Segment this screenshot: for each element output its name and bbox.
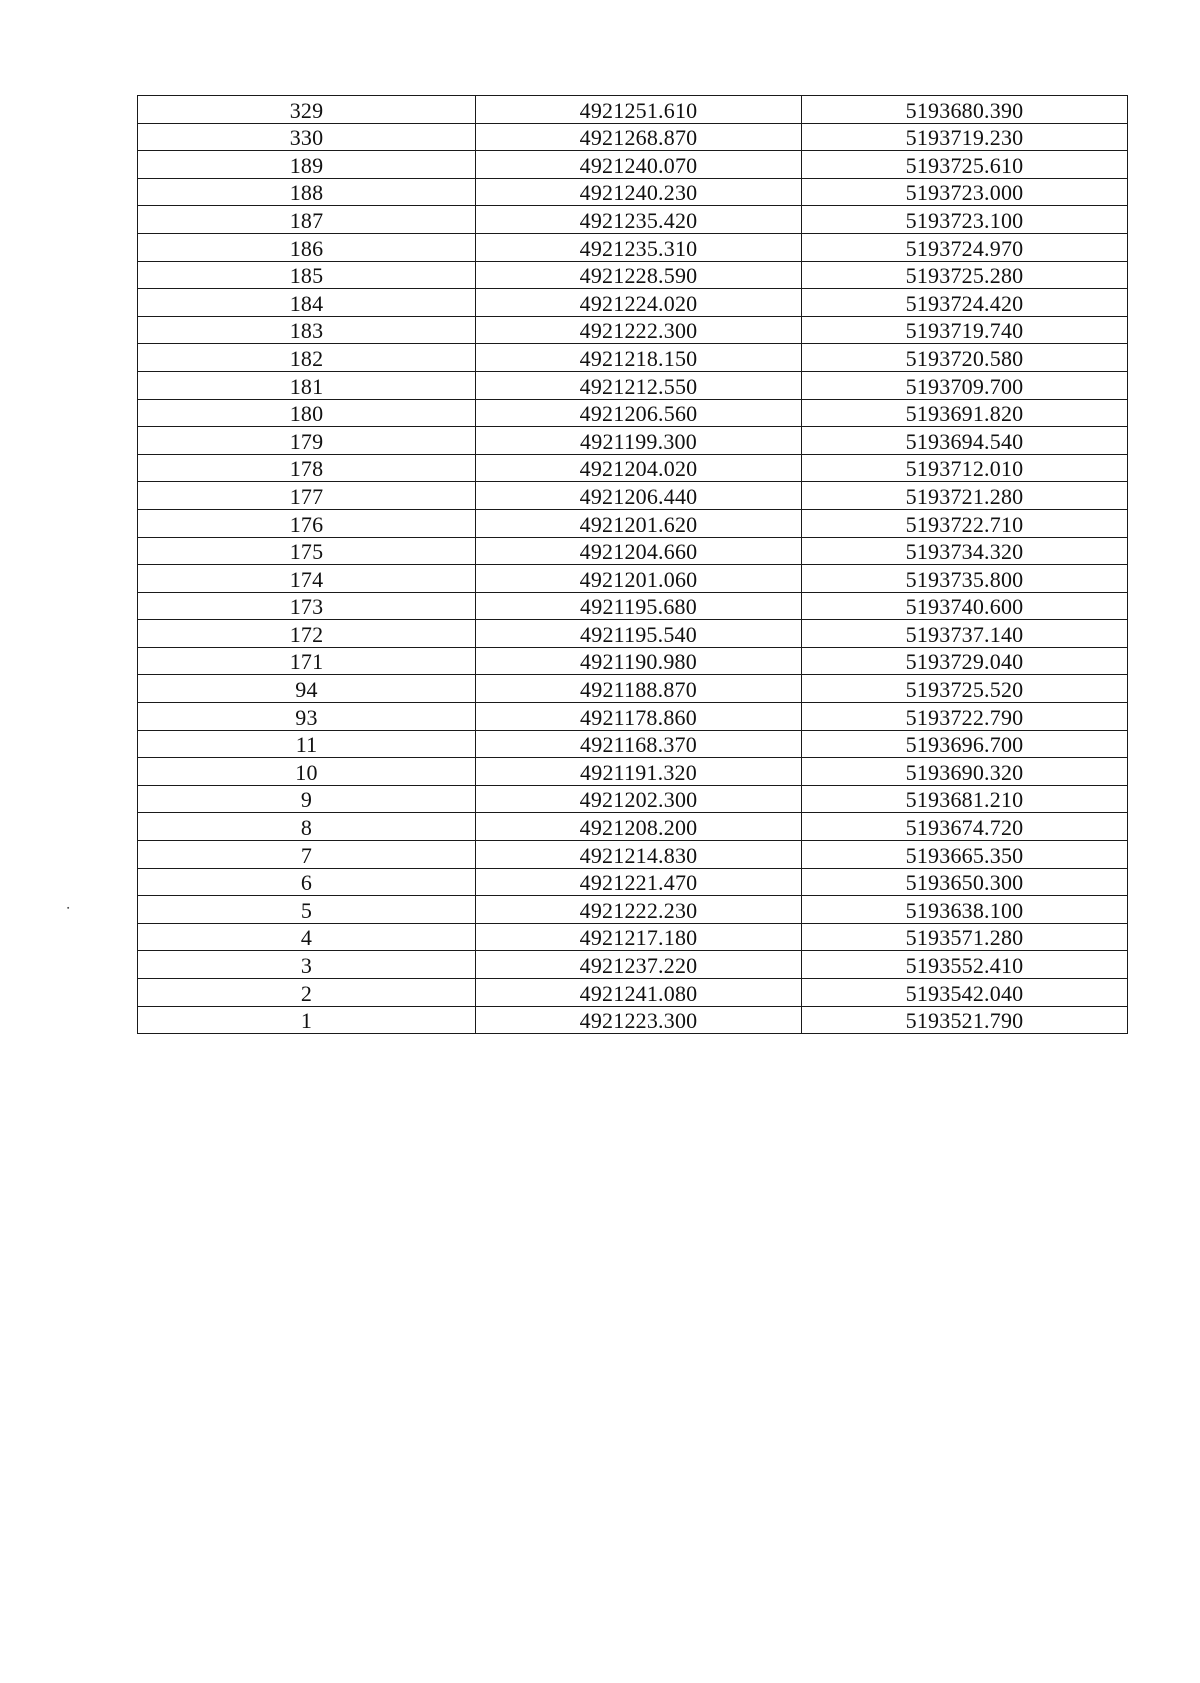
x-coordinate-cell: 4921214.830 [476, 841, 802, 869]
coordinates-table [137, 95, 1128, 1034]
point-number-cell: 184 [138, 289, 476, 317]
x-coordinate-cell: 4921204.020 [476, 454, 802, 482]
x-coordinate-cell: 4921168.370 [476, 730, 802, 758]
point-number-cell: 5 [138, 896, 476, 924]
y-coordinate-cell: 5193690.320 [802, 758, 1128, 786]
table-row [138, 675, 1128, 703]
x-coordinate-cell: 4921235.310 [476, 233, 802, 261]
x-coordinate-cell: 4921240.070 [476, 151, 802, 179]
y-coordinate-cell: 5193674.720 [802, 813, 1128, 841]
x-coordinate-cell: 4921191.320 [476, 758, 802, 786]
x-coordinate-cell: 4921178.860 [476, 703, 802, 731]
point-number-cell: 189 [138, 151, 476, 179]
coordinates-table-body [138, 96, 1128, 1034]
x-coordinate-cell: 4921201.060 [476, 565, 802, 593]
y-coordinate-cell: 5193729.040 [802, 647, 1128, 675]
y-coordinate-cell: 5193737.140 [802, 620, 1128, 648]
table-row [138, 537, 1128, 565]
table-row [138, 151, 1128, 179]
point-number-cell: 11 [138, 730, 476, 758]
x-coordinate-cell: 4921206.440 [476, 482, 802, 510]
x-coordinate-cell: 4921212.550 [476, 371, 802, 399]
point-number-cell: 329 [138, 96, 476, 124]
point-number-cell: 182 [138, 344, 476, 372]
point-number-cell: 188 [138, 178, 476, 206]
table-row [138, 178, 1128, 206]
table-row [138, 785, 1128, 813]
y-coordinate-cell: 5193691.820 [802, 399, 1128, 427]
x-coordinate-cell: 4921235.420 [476, 206, 802, 234]
y-coordinate-cell: 5193719.740 [802, 316, 1128, 344]
x-coordinate-cell: 4921222.300 [476, 316, 802, 344]
y-coordinate-cell: 5193552.410 [802, 951, 1128, 979]
table-row [138, 841, 1128, 869]
x-coordinate-cell: 4921188.870 [476, 675, 802, 703]
x-coordinate-cell: 4921217.180 [476, 923, 802, 951]
point-number-cell: 3 [138, 951, 476, 979]
point-number-cell: 177 [138, 482, 476, 510]
point-number-cell: 93 [138, 703, 476, 731]
y-coordinate-cell: 5193734.320 [802, 537, 1128, 565]
x-coordinate-cell: 4921218.150 [476, 344, 802, 372]
table-row [138, 123, 1128, 151]
x-coordinate-cell: 4921199.300 [476, 427, 802, 455]
x-coordinate-cell: 4921241.080 [476, 979, 802, 1007]
point-number-cell: 94 [138, 675, 476, 703]
table-row [138, 233, 1128, 261]
y-coordinate-cell: 5193638.100 [802, 896, 1128, 924]
table-row [138, 703, 1128, 731]
point-number-cell: 7 [138, 841, 476, 869]
point-number-cell: 186 [138, 233, 476, 261]
point-number-cell: 171 [138, 647, 476, 675]
y-coordinate-cell: 5193665.350 [802, 841, 1128, 869]
x-coordinate-cell: 4921201.620 [476, 509, 802, 537]
table-row [138, 316, 1128, 344]
table-row [138, 454, 1128, 482]
y-coordinate-cell: 5193694.540 [802, 427, 1128, 455]
point-number-cell: 4 [138, 923, 476, 951]
x-coordinate-cell: 4921221.470 [476, 868, 802, 896]
y-coordinate-cell: 5193724.970 [802, 233, 1128, 261]
point-number-cell: 180 [138, 399, 476, 427]
table-row [138, 923, 1128, 951]
table-row [138, 1006, 1128, 1034]
y-coordinate-cell: 5193724.420 [802, 289, 1128, 317]
point-number-cell: 185 [138, 261, 476, 289]
table-row [138, 427, 1128, 455]
y-coordinate-cell: 5193721.280 [802, 482, 1128, 510]
table-row [138, 979, 1128, 1007]
x-coordinate-cell: 4921208.200 [476, 813, 802, 841]
x-coordinate-cell: 4921190.980 [476, 647, 802, 675]
y-coordinate-cell: 5193735.800 [802, 565, 1128, 593]
y-coordinate-cell: 5193723.000 [802, 178, 1128, 206]
y-coordinate-cell: 5193720.580 [802, 344, 1128, 372]
point-number-cell: 179 [138, 427, 476, 455]
table-row [138, 399, 1128, 427]
point-number-cell: 173 [138, 592, 476, 620]
table-row [138, 344, 1128, 372]
table-row [138, 813, 1128, 841]
point-number-cell: 8 [138, 813, 476, 841]
point-number-cell: 6 [138, 868, 476, 896]
x-coordinate-cell: 4921195.680 [476, 592, 802, 620]
y-coordinate-cell: 5193725.520 [802, 675, 1128, 703]
table-row [138, 509, 1128, 537]
y-coordinate-cell: 5193725.610 [802, 151, 1128, 179]
x-coordinate-cell: 4921195.540 [476, 620, 802, 648]
y-coordinate-cell: 5193719.230 [802, 123, 1128, 151]
y-coordinate-cell: 5193521.790 [802, 1006, 1128, 1034]
stray-margin-mark: · [62, 899, 75, 918]
point-number-cell: 183 [138, 316, 476, 344]
x-coordinate-cell: 4921206.560 [476, 399, 802, 427]
y-coordinate-cell: 5193542.040 [802, 979, 1128, 1007]
point-number-cell: 9 [138, 785, 476, 813]
y-coordinate-cell: 5193722.790 [802, 703, 1128, 731]
x-coordinate-cell: 4921222.230 [476, 896, 802, 924]
table-row [138, 758, 1128, 786]
point-number-cell: 1 [138, 1006, 476, 1034]
point-number-cell: 174 [138, 565, 476, 593]
table-row [138, 896, 1128, 924]
y-coordinate-cell: 5193680.390 [802, 96, 1128, 124]
x-coordinate-cell: 4921240.230 [476, 178, 802, 206]
point-number-cell: 330 [138, 123, 476, 151]
table-row [138, 592, 1128, 620]
y-coordinate-cell: 5193723.100 [802, 206, 1128, 234]
x-coordinate-cell: 4921224.020 [476, 289, 802, 317]
point-number-cell: 2 [138, 979, 476, 1007]
y-coordinate-cell: 5193725.280 [802, 261, 1128, 289]
point-number-cell: 172 [138, 620, 476, 648]
point-number-cell: 176 [138, 509, 476, 537]
table-row [138, 482, 1128, 510]
x-coordinate-cell: 4921202.300 [476, 785, 802, 813]
point-number-cell: 175 [138, 537, 476, 565]
y-coordinate-cell: 5193650.300 [802, 868, 1128, 896]
table-row [138, 206, 1128, 234]
point-number-cell: 10 [138, 758, 476, 786]
point-number-cell: 187 [138, 206, 476, 234]
table-row [138, 620, 1128, 648]
x-coordinate-cell: 4921268.870 [476, 123, 802, 151]
y-coordinate-cell: 5193740.600 [802, 592, 1128, 620]
table-row [138, 261, 1128, 289]
point-number-cell: 178 [138, 454, 476, 482]
y-coordinate-cell: 5193712.010 [802, 454, 1128, 482]
table-row [138, 96, 1128, 124]
table-row [138, 565, 1128, 593]
point-number-cell: 181 [138, 371, 476, 399]
table-row [138, 289, 1128, 317]
table-row [138, 730, 1128, 758]
x-coordinate-cell: 4921237.220 [476, 951, 802, 979]
table-row [138, 868, 1128, 896]
y-coordinate-cell: 5193722.710 [802, 509, 1128, 537]
table-row [138, 371, 1128, 399]
y-coordinate-cell: 5193681.210 [802, 785, 1128, 813]
x-coordinate-cell: 4921251.610 [476, 96, 802, 124]
table-row [138, 647, 1128, 675]
x-coordinate-cell: 4921204.660 [476, 537, 802, 565]
y-coordinate-cell: 5193571.280 [802, 923, 1128, 951]
y-coordinate-cell: 5193709.700 [802, 371, 1128, 399]
x-coordinate-cell: 4921228.590 [476, 261, 802, 289]
x-coordinate-cell: 4921223.300 [476, 1006, 802, 1034]
y-coordinate-cell: 5193696.700 [802, 730, 1128, 758]
table-row [138, 951, 1128, 979]
